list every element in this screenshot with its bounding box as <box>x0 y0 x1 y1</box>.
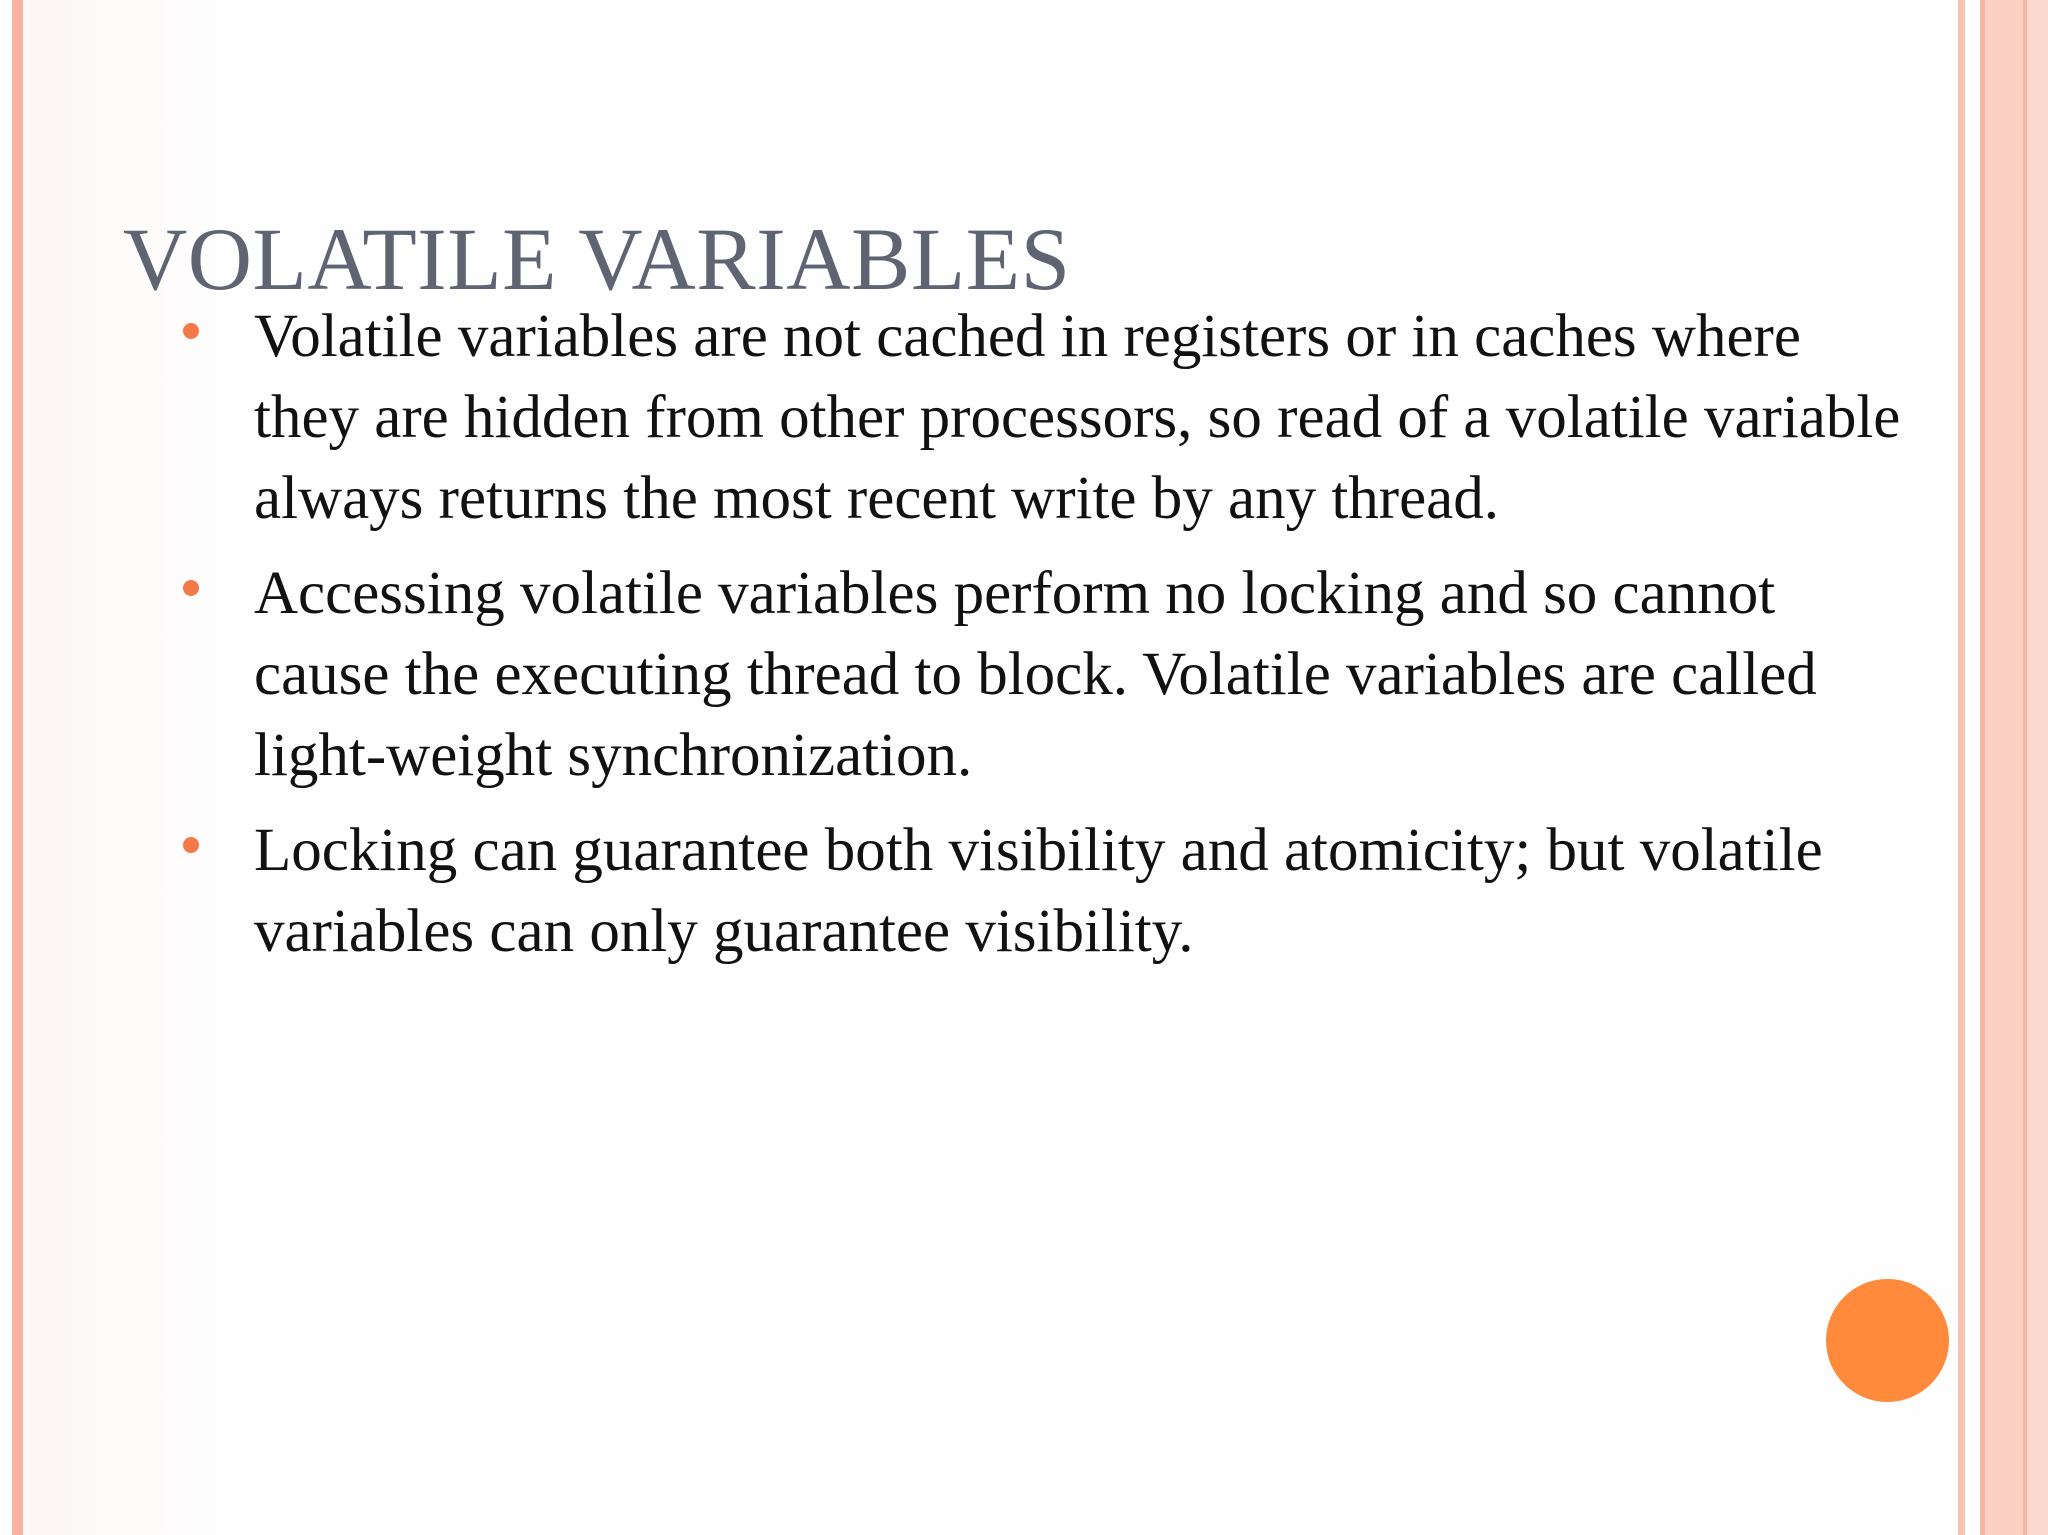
bullet-item <box>0 553 1958 796</box>
bullet-dot-icon <box>183 837 199 853</box>
bullet-text: Locking can guarantee both visibility and atomicity; but volatile variables can only guarantee visibility. <box>254 817 1823 965</box>
bullet-dot-icon <box>183 580 199 596</box>
right-decorative-band <box>2027 0 2048 1535</box>
bullet-text: Accessing volatile variables perform no locking and so cannot cause the executing thread to block. Volatile variables are called light-weight synchronization. <box>254 560 1817 789</box>
right-decorative-band <box>1965 0 1980 1535</box>
bullet-item <box>0 810 1958 972</box>
bullet-item <box>0 296 1958 539</box>
slide-title: VOLATILE VARIABLES <box>123 211 1071 309</box>
bullet-dot-icon <box>183 323 199 339</box>
bullet-list <box>0 296 1958 986</box>
orange-circle-decoration <box>1826 1279 1949 1402</box>
right-decorative-band <box>1958 0 1965 1535</box>
bullet-text: Volatile variables are not cached in registers or in caches where they are hidden from other processors, so read of a volatile variable always returns the most recent write by any thread. <box>254 303 1901 532</box>
right-decorative-band <box>1985 0 2023 1535</box>
